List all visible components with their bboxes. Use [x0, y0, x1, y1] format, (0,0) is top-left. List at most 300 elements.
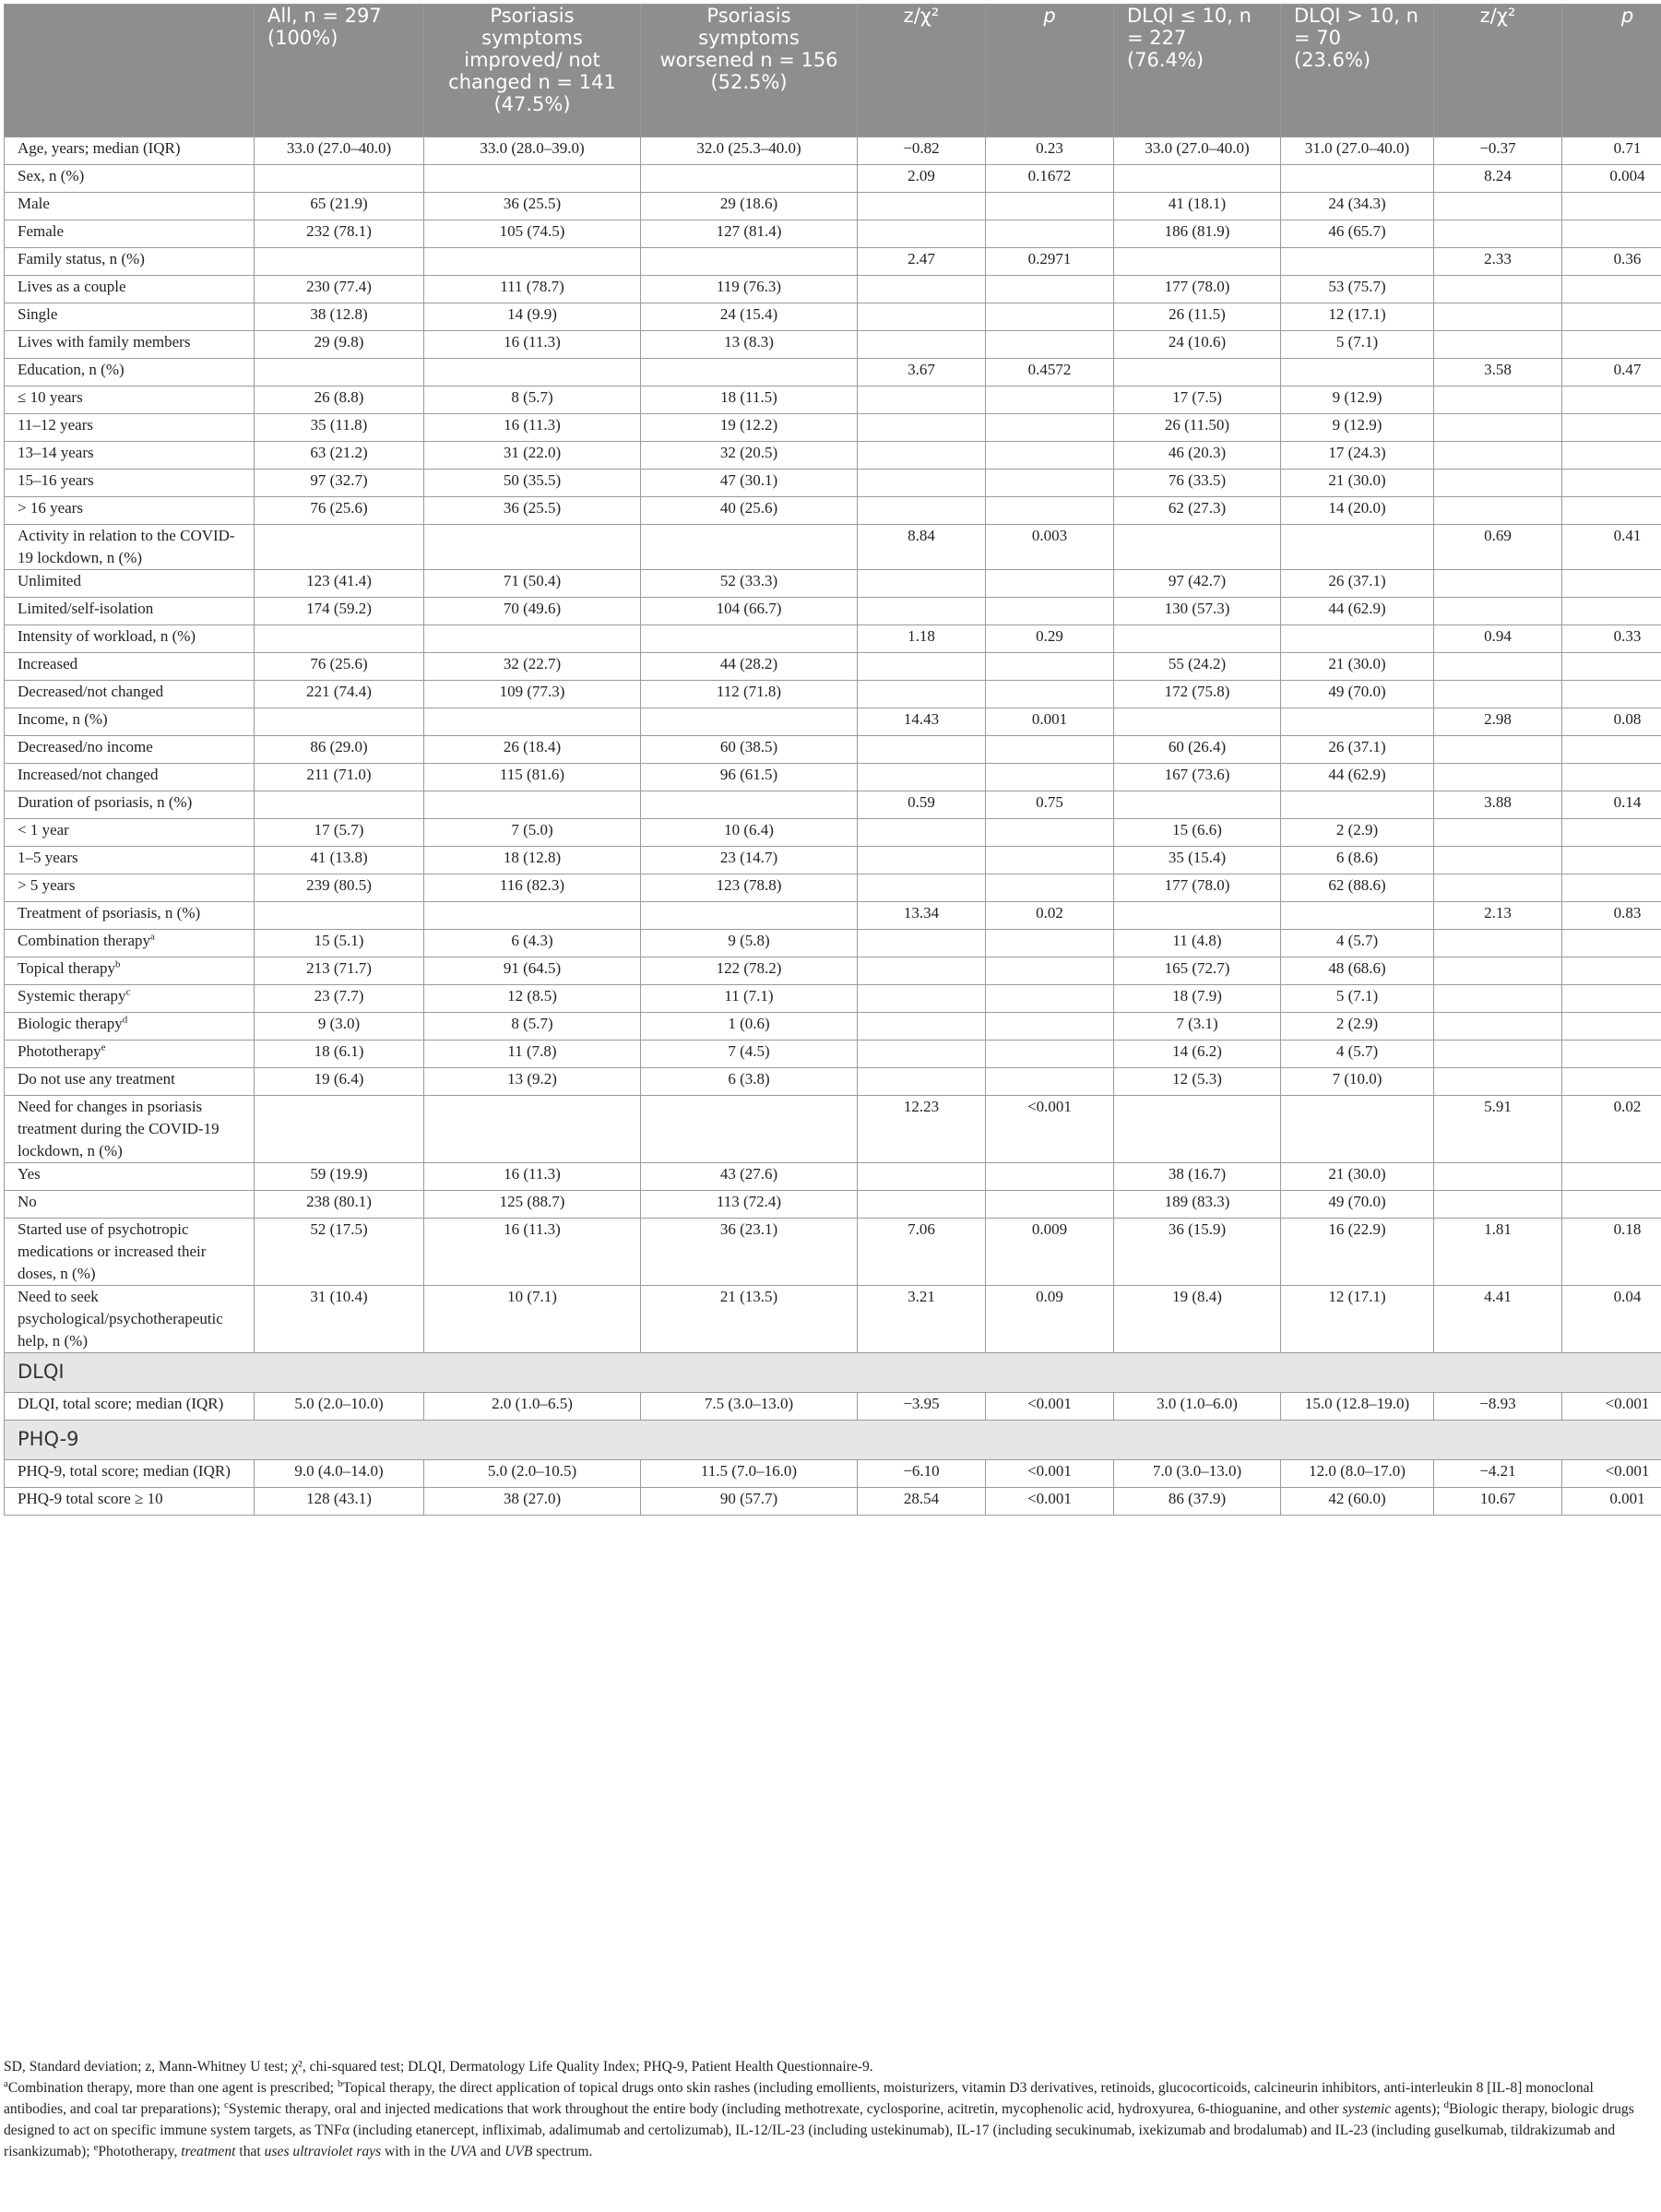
cell-p-1 — [986, 1013, 1114, 1041]
cell-all: 23 (7.7) — [255, 985, 424, 1013]
cell-p-1 — [986, 653, 1114, 681]
cell-all: 5.0 (2.0–10.0) — [255, 1393, 424, 1421]
cell-p-2 — [1562, 1163, 1661, 1191]
cell-stat-1: 3.21 — [858, 1286, 986, 1353]
cell-worsened: 7.5 (3.0–13.0) — [641, 1393, 858, 1421]
cell-dlqi-high: 9 (12.9) — [1281, 414, 1434, 442]
footnote-c-part1: Systemic therapy, oral and injected medications that work throughout the entire body (including methotrexate, cyclosporine, acitretin, mycophenolic acid, hydroxyurea, 6-thioguanine, and other — [228, 2101, 1343, 2117]
table-row — [5, 957, 1661, 985]
table-row — [5, 497, 1661, 525]
cell-worsened: 52 (33.3) — [641, 570, 858, 598]
cell-p-1 — [986, 193, 1114, 220]
cell-improved: 11 (7.8) — [424, 1041, 641, 1068]
cell-p-1: 0.2971 — [986, 248, 1114, 276]
cell-all: 76 (25.6) — [255, 497, 424, 525]
cell-stat-1 — [858, 736, 986, 764]
cell-worsened: 60 (38.5) — [641, 736, 858, 764]
row-label-text: Sex, n (%) — [18, 167, 85, 184]
cell-dlqi-low: 19 (8.4) — [1114, 1286, 1281, 1353]
cell-p-1: <0.001 — [986, 1488, 1114, 1516]
row-label — [5, 957, 255, 985]
cell-dlqi-low — [1114, 248, 1281, 276]
cell-p-2 — [1562, 470, 1661, 497]
cell-p-2 — [1562, 598, 1661, 625]
footnote-a: Combination therapy, more than one agent is prescribed; — [7, 2080, 338, 2096]
cell-p-2 — [1562, 414, 1661, 442]
cell-stat-2: 0.69 — [1434, 525, 1562, 570]
cell-stat-1: 8.84 — [858, 525, 986, 570]
cell-stat-1 — [858, 470, 986, 497]
cell-improved: 116 (82.3) — [424, 874, 641, 902]
cell-improved: 71 (50.4) — [424, 570, 641, 598]
row-label-text: DLQI, total score; median (IQR) — [18, 1395, 224, 1412]
cell-stat-2 — [1434, 497, 1562, 525]
row-label — [5, 819, 255, 847]
cell-all: 17 (5.7) — [255, 819, 424, 847]
table-row — [5, 248, 1661, 276]
table-row — [5, 653, 1661, 681]
cell-p-2: 0.04 — [1562, 1286, 1661, 1353]
cell-all: 9 (3.0) — [255, 1013, 424, 1041]
cell-dlqi-high — [1281, 248, 1434, 276]
cell-stat-1 — [858, 442, 986, 470]
cell-stat-1 — [858, 387, 986, 414]
cell-stat-1: 2.09 — [858, 165, 986, 193]
cell-dlqi-low: 165 (72.7) — [1114, 957, 1281, 985]
cell-all — [255, 525, 424, 570]
cell-improved: 8 (5.7) — [424, 1013, 641, 1041]
cell-dlqi-low: 172 (75.8) — [1114, 681, 1281, 708]
row-label-text: Activity in relation to the COVID-19 lockdown, n (%) — [18, 527, 235, 566]
cell-improved: 50 (35.5) — [424, 470, 641, 497]
cell-all — [255, 902, 424, 930]
table-row — [5, 1393, 1661, 1421]
cell-stat-2 — [1434, 1163, 1562, 1191]
cell-p-2: <0.001 — [1562, 1460, 1661, 1488]
cell-p-2 — [1562, 985, 1661, 1013]
table-row — [5, 525, 1661, 570]
table-row — [5, 331, 1661, 359]
cell-p-2: 0.71 — [1562, 137, 1661, 165]
cell-worsened: 6 (3.8) — [641, 1068, 858, 1096]
cell-dlqi-low: 15 (6.6) — [1114, 819, 1281, 847]
cell-worsened: 21 (13.5) — [641, 1286, 858, 1353]
cell-all: 38 (12.8) — [255, 303, 424, 331]
cell-worsened: 127 (81.4) — [641, 220, 858, 248]
cell-stat-1 — [858, 930, 986, 957]
cell-stat-2 — [1434, 1041, 1562, 1068]
cell-p-1 — [986, 570, 1114, 598]
cell-all: 26 (8.8) — [255, 387, 424, 414]
cell-worsened: 24 (15.4) — [641, 303, 858, 331]
cell-improved: 33.0 (28.0–39.0) — [424, 137, 641, 165]
table-row — [5, 985, 1661, 1013]
row-label — [5, 193, 255, 220]
cell-stat-2: 10.67 — [1434, 1488, 1562, 1516]
cell-dlqi-low: 12 (5.3) — [1114, 1068, 1281, 1096]
table-row — [5, 442, 1661, 470]
cell-all: 18 (6.1) — [255, 1041, 424, 1068]
cell-dlqi-high: 26 (37.1) — [1281, 570, 1434, 598]
cell-all: 213 (71.7) — [255, 957, 424, 985]
cell-dlqi-low: 41 (18.1) — [1114, 193, 1281, 220]
row-label-text: PHQ-9, total score; median (IQR) — [18, 1462, 231, 1480]
cell-dlqi-high — [1281, 1096, 1434, 1163]
row-label-text: 15–16 years — [18, 471, 94, 489]
cell-stat-2: 3.58 — [1434, 359, 1562, 387]
row-label-text: Unlimited — [18, 572, 81, 589]
cell-dlqi-low: 33.0 (27.0–40.0) — [1114, 137, 1281, 165]
cell-p-2 — [1562, 681, 1661, 708]
cell-stat-2: −0.37 — [1434, 137, 1562, 165]
cell-stat-1: 2.47 — [858, 248, 986, 276]
cell-improved: 70 (49.6) — [424, 598, 641, 625]
cell-stat-1 — [858, 276, 986, 303]
cell-stat-1 — [858, 653, 986, 681]
row-label — [5, 681, 255, 708]
cell-dlqi-low: 3.0 (1.0–6.0) — [1114, 1393, 1281, 1421]
row-label — [5, 1393, 255, 1421]
cell-worsened: 36 (23.1) — [641, 1219, 858, 1286]
cell-stat-1 — [858, 1068, 986, 1096]
cell-dlqi-high: 12.0 (8.0–17.0) — [1281, 1460, 1434, 1488]
cell-dlqi-high: 21 (30.0) — [1281, 1163, 1434, 1191]
table-footnotes — [4, 2056, 1655, 2162]
cell-worsened — [641, 525, 858, 570]
row-label — [5, 1460, 255, 1488]
cell-stat-1 — [858, 598, 986, 625]
footnote-e-italic-4: UVB — [504, 2144, 533, 2159]
cell-worsened: 112 (71.8) — [641, 681, 858, 708]
cell-stat-1: 1.18 — [858, 625, 986, 653]
row-label — [5, 276, 255, 303]
cell-improved — [424, 902, 641, 930]
row-label-text: Lives with family members — [18, 333, 191, 351]
table-row — [5, 276, 1661, 303]
cell-dlqi-high — [1281, 625, 1434, 653]
cell-stat-2 — [1434, 681, 1562, 708]
cell-dlqi-high: 5 (7.1) — [1281, 985, 1434, 1013]
cell-p-2: 0.18 — [1562, 1219, 1661, 1286]
cell-dlqi-low: 46 (20.3) — [1114, 442, 1281, 470]
cell-all: 123 (41.4) — [255, 570, 424, 598]
row-label — [5, 1488, 255, 1516]
cell-dlqi-low: 18 (7.9) — [1114, 985, 1281, 1013]
cell-p-1 — [986, 220, 1114, 248]
row-label-text: Biologic therapy — [18, 1015, 123, 1032]
cell-stat-1 — [858, 874, 986, 902]
cell-stat-1 — [858, 193, 986, 220]
cell-all: 221 (74.4) — [255, 681, 424, 708]
cell-stat-1 — [858, 1191, 986, 1219]
cell-worsened — [641, 625, 858, 653]
cell-stat-2: −4.21 — [1434, 1460, 1562, 1488]
cell-all: 35 (11.8) — [255, 414, 424, 442]
row-label-text: 13–14 years — [18, 444, 94, 461]
cell-dlqi-low: 26 (11.50) — [1114, 414, 1281, 442]
cell-p-2 — [1562, 1013, 1661, 1041]
row-label-text: Do not use any treatment — [18, 1070, 175, 1088]
cell-p-2 — [1562, 930, 1661, 957]
row-label-text: Decreased/not changed — [18, 683, 164, 700]
footnote-ref: a — [150, 931, 155, 943]
table-row — [5, 387, 1661, 414]
cell-dlqi-high: 6 (8.6) — [1281, 847, 1434, 874]
cell-stat-2 — [1434, 442, 1562, 470]
cell-stat-2: 0.94 — [1434, 625, 1562, 653]
cell-stat-2 — [1434, 220, 1562, 248]
cell-dlqi-high: 4 (5.7) — [1281, 930, 1434, 957]
footnote-e-part5: spectrum. — [532, 2144, 593, 2159]
cell-p-1: 0.23 — [986, 137, 1114, 165]
row-label — [5, 708, 255, 736]
table-row — [5, 1041, 1661, 1068]
cell-improved: 16 (11.3) — [424, 331, 641, 359]
cell-worsened — [641, 248, 858, 276]
cell-all: 33.0 (27.0–40.0) — [255, 137, 424, 165]
cell-dlqi-low: 62 (27.3) — [1114, 497, 1281, 525]
row-label — [5, 625, 255, 653]
cell-stat-2 — [1434, 331, 1562, 359]
header-all: All, n = 297 (100%) — [255, 5, 424, 137]
cell-p-2 — [1562, 331, 1661, 359]
cell-p-1 — [986, 957, 1114, 985]
section-row — [5, 1421, 1661, 1460]
cell-dlqi-high — [1281, 525, 1434, 570]
cell-worsened: 11 (7.1) — [641, 985, 858, 1013]
cell-stat-1 — [858, 414, 986, 442]
cell-stat-2: 1.81 — [1434, 1219, 1562, 1286]
table-row — [5, 165, 1661, 193]
cell-p-2 — [1562, 387, 1661, 414]
cell-dlqi-low: 189 (83.3) — [1114, 1191, 1281, 1219]
cell-dlqi-high: 49 (70.0) — [1281, 681, 1434, 708]
results-table — [4, 4, 1661, 1516]
cell-p-2: 0.36 — [1562, 248, 1661, 276]
cell-dlqi-high: 44 (62.9) — [1281, 764, 1434, 791]
row-label — [5, 331, 255, 359]
cell-stat-1: 12.23 — [858, 1096, 986, 1163]
cell-worsened: 23 (14.7) — [641, 847, 858, 874]
table-row — [5, 1488, 1661, 1516]
cell-dlqi-high: 16 (22.9) — [1281, 1219, 1434, 1286]
row-label-text: > 5 years — [18, 876, 76, 894]
cell-stat-1: 3.67 — [858, 359, 986, 387]
cell-p-1 — [986, 985, 1114, 1013]
cell-worsened: 44 (28.2) — [641, 653, 858, 681]
footnote-c-part2: agents); — [1391, 2101, 1444, 2117]
cell-stat-2 — [1434, 847, 1562, 874]
cell-p-2: 0.08 — [1562, 708, 1661, 736]
cell-p-1: 0.4572 — [986, 359, 1114, 387]
cell-stat-2 — [1434, 736, 1562, 764]
cell-p-2 — [1562, 764, 1661, 791]
cell-worsened: 113 (72.4) — [641, 1191, 858, 1219]
cell-p-1: <0.001 — [986, 1096, 1114, 1163]
cell-p-2: 0.41 — [1562, 525, 1661, 570]
cell-p-1: 0.009 — [986, 1219, 1114, 1286]
cell-p-2: 0.001 — [1562, 1488, 1661, 1516]
cell-improved: 105 (74.5) — [424, 220, 641, 248]
cell-p-2: <0.001 — [1562, 1393, 1661, 1421]
cell-all: 174 (59.2) — [255, 598, 424, 625]
row-label — [5, 470, 255, 497]
cell-dlqi-high: 17 (24.3) — [1281, 442, 1434, 470]
table-row — [5, 1219, 1661, 1286]
table-row — [5, 570, 1661, 598]
cell-all: 19 (6.4) — [255, 1068, 424, 1096]
row-label — [5, 525, 255, 570]
row-label-text: < 1 year — [18, 821, 69, 838]
cell-stat-1 — [858, 764, 986, 791]
cell-p-1 — [986, 874, 1114, 902]
cell-improved — [424, 525, 641, 570]
cell-worsened: 19 (12.2) — [641, 414, 858, 442]
cell-improved: 38 (27.0) — [424, 1488, 641, 1516]
row-label — [5, 359, 255, 387]
table-row — [5, 1096, 1661, 1163]
cell-dlqi-high: 44 (62.9) — [1281, 598, 1434, 625]
cell-improved — [424, 248, 641, 276]
table-row — [5, 1013, 1661, 1041]
cell-stat-2 — [1434, 1068, 1562, 1096]
cell-dlqi-high: 42 (60.0) — [1281, 1488, 1434, 1516]
row-label-text: Topical therapy — [18, 959, 115, 977]
cell-dlqi-low: 14 (6.2) — [1114, 1041, 1281, 1068]
row-label — [5, 764, 255, 791]
cell-dlqi-low: 177 (78.0) — [1114, 874, 1281, 902]
cell-p-1: 0.001 — [986, 708, 1114, 736]
row-label-text: Single — [18, 305, 58, 323]
cell-dlqi-low: 76 (33.5) — [1114, 470, 1281, 497]
row-label — [5, 165, 255, 193]
cell-stat-2: 2.33 — [1434, 248, 1562, 276]
cell-stat-1 — [858, 847, 986, 874]
table-row — [5, 414, 1661, 442]
cell-stat-2 — [1434, 303, 1562, 331]
row-label — [5, 387, 255, 414]
cell-worsened: 32.0 (25.3–40.0) — [641, 137, 858, 165]
cell-worsened: 10 (6.4) — [641, 819, 858, 847]
cell-stat-2 — [1434, 193, 1562, 220]
section-row — [5, 1353, 1661, 1393]
row-label-text: Education, n (%) — [18, 361, 125, 378]
cell-all: 31 (10.4) — [255, 1286, 424, 1353]
footnote-mark-c: c — [224, 2099, 229, 2111]
cell-dlqi-low: 7 (3.1) — [1114, 1013, 1281, 1041]
cell-worsened: 29 (18.6) — [641, 193, 858, 220]
cell-dlqi-low: 11 (4.8) — [1114, 930, 1281, 957]
cell-p-1: 0.29 — [986, 625, 1114, 653]
row-label — [5, 1041, 255, 1068]
footnote-abbreviations: SD, Standard deviation; z, Mann-Whitney U test; χ², chi-squared test; DLQI, Dermatology Life Quality Index; PHQ-9, Patient Health Questionnaire-9. — [4, 2059, 873, 2075]
cell-stat-1: 7.06 — [858, 1219, 986, 1286]
table-body — [5, 137, 1661, 1516]
cell-dlqi-low — [1114, 525, 1281, 570]
cell-p-2: 0.02 — [1562, 1096, 1661, 1163]
cell-stat-1 — [858, 570, 986, 598]
cell-dlqi-high: 62 (88.6) — [1281, 874, 1434, 902]
row-label — [5, 1286, 255, 1353]
row-label-text: Lives as a couple — [18, 278, 126, 295]
footnote-d: Biologic therapy, biologic drugs designed to act on specific immune system targets, as TNFα (including etanercept, infliximab, adalimumab and certolizumab), IL-12/IL-23 (including ustekinumab), IL-17 (including secukinumab, ixekizumab and brodalumab) and IL-23 (including guselkumab, tildrakizumab and risankizumab); — [4, 2101, 1634, 2159]
cell-stat-2 — [1434, 653, 1562, 681]
cell-dlqi-high: 48 (68.6) — [1281, 957, 1434, 985]
cell-stat-2 — [1434, 957, 1562, 985]
cell-improved: 12 (8.5) — [424, 985, 641, 1013]
footnote-definitions — [4, 2077, 1655, 2162]
cell-dlqi-high: 12 (17.1) — [1281, 1286, 1434, 1353]
header-dlqi-low: DLQI ≤ 10, n = 227 (76.4%) — [1114, 5, 1281, 137]
cell-stat-2: 5.91 — [1434, 1096, 1562, 1163]
row-label — [5, 598, 255, 625]
cell-p-2 — [1562, 570, 1661, 598]
cell-p-1 — [986, 1041, 1114, 1068]
cell-p-2 — [1562, 874, 1661, 902]
cell-worsened: 40 (25.6) — [641, 497, 858, 525]
cell-all: 128 (43.1) — [255, 1488, 424, 1516]
table-row — [5, 1191, 1661, 1219]
cell-p-1: 0.75 — [986, 791, 1114, 819]
cell-dlqi-high: 49 (70.0) — [1281, 1191, 1434, 1219]
cell-p-2 — [1562, 736, 1661, 764]
row-label-text: Male — [18, 195, 50, 212]
table-row — [5, 1068, 1661, 1096]
cell-dlqi-high — [1281, 708, 1434, 736]
cell-stat-1 — [858, 819, 986, 847]
row-label-text: Need to seek psychological/psychotherapeutic help, n (%) — [18, 1288, 223, 1350]
row-label — [5, 1013, 255, 1041]
cell-p-1 — [986, 442, 1114, 470]
cell-all: 86 (29.0) — [255, 736, 424, 764]
cell-dlqi-low: 186 (81.9) — [1114, 220, 1281, 248]
cell-worsened — [641, 359, 858, 387]
cell-p-2 — [1562, 653, 1661, 681]
cell-stat-1 — [858, 220, 986, 248]
row-label-text: Need for changes in psoriasis treatment during the COVID-19 lockdown, n (%) — [18, 1098, 219, 1160]
row-label-text: Family status, n (%) — [18, 250, 145, 268]
row-label — [5, 137, 255, 165]
footnote-b: Topical therapy, the direct application of topical drugs onto skin rashes (including emollients, moisturizers, vitamin D3 derivatives, retinoids, glucocorticoids, calcineurin inhibitors, anti-interleukin 8 [IL-8] monoclonal antibodies, and coal tar preparations); — [4, 2080, 1594, 2117]
cell-stat-1 — [858, 681, 986, 708]
cell-improved — [424, 165, 641, 193]
cell-dlqi-low: 86 (37.9) — [1114, 1488, 1281, 1516]
cell-p-2: 0.83 — [1562, 902, 1661, 930]
cell-improved: 6 (4.3) — [424, 930, 641, 957]
cell-dlqi-high: 14 (20.0) — [1281, 497, 1434, 525]
cell-all: 97 (32.7) — [255, 470, 424, 497]
cell-worsened: 7 (4.5) — [641, 1041, 858, 1068]
table-row — [5, 736, 1661, 764]
cell-p-1: 0.02 — [986, 902, 1114, 930]
row-label-text: > 16 years — [18, 499, 83, 517]
cell-improved — [424, 708, 641, 736]
footnote-ref: e — [101, 1041, 106, 1053]
footnote-ref: c — [125, 986, 131, 998]
cell-all: 211 (71.0) — [255, 764, 424, 791]
cell-dlqi-high: 15.0 (12.8–19.0) — [1281, 1393, 1434, 1421]
cell-improved: 14 (9.9) — [424, 303, 641, 331]
cell-stat-1 — [858, 957, 986, 985]
cell-dlqi-low: 24 (10.6) — [1114, 331, 1281, 359]
cell-dlqi-low — [1114, 625, 1281, 653]
cell-p-2 — [1562, 1041, 1661, 1068]
cell-improved: 10 (7.1) — [424, 1286, 641, 1353]
cell-p-1 — [986, 930, 1114, 957]
footnote-e-part2: that — [235, 2144, 265, 2159]
cell-p-1 — [986, 819, 1114, 847]
row-label — [5, 1163, 255, 1191]
